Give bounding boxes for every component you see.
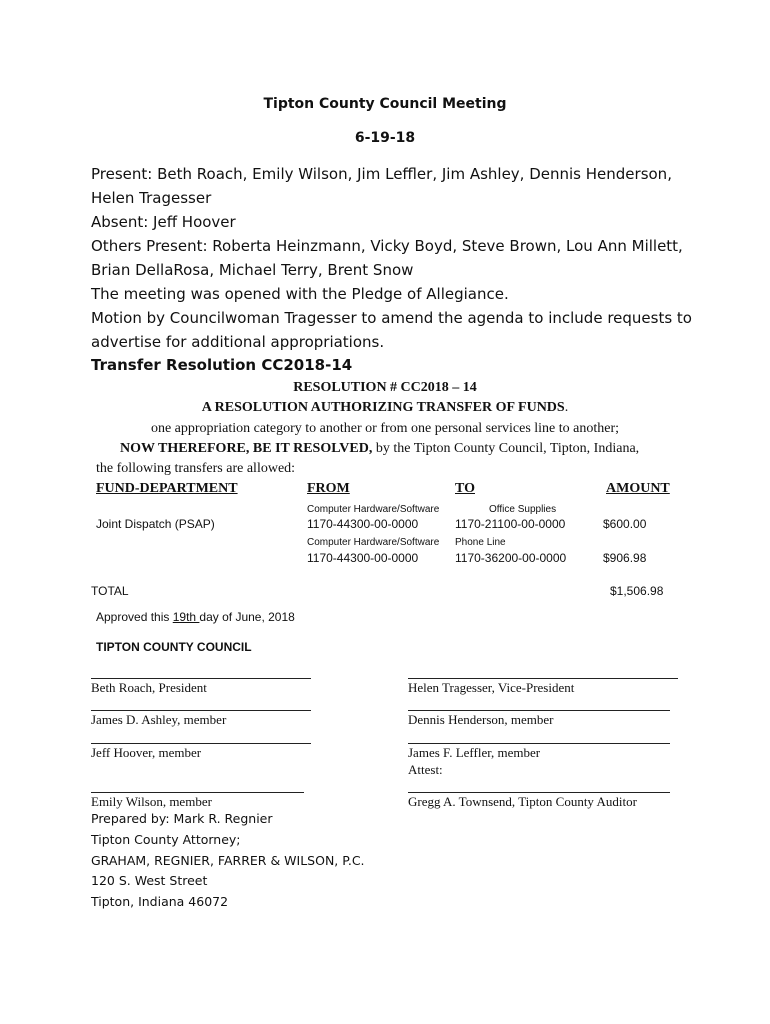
signature-line xyxy=(408,743,670,744)
prepared-firm: GRAHAM, REGNIER, FARRER & WILSON, P.C. xyxy=(91,853,365,868)
resolution-intro: one appropriation category to another or from one personal services line to another; xyxy=(150,421,620,436)
meeting-title: Tipton County Council Meeting xyxy=(263,96,507,112)
prepared-city: Tipton, Indiana 46072 xyxy=(91,894,229,909)
attest-label: Attest: xyxy=(408,762,443,777)
resolution-number: RESOLUTION # CC2018 – 14 xyxy=(293,380,477,395)
row1-to-acct: 1170-21100-00-0000 xyxy=(455,517,566,531)
prepared-by: Prepared by: Mark R. Regnier xyxy=(91,811,273,826)
row2-from-desc: Computer Hardware/Software xyxy=(307,537,440,548)
row1-from-acct: 1170-44300-00-0000 xyxy=(307,517,419,531)
present-line-2: Helen Tragesser xyxy=(91,189,212,207)
resolution-title xyxy=(0,400,770,416)
row1-from-desc: Computer Hardware/Software xyxy=(307,504,440,515)
signature-line xyxy=(408,678,678,679)
signature-name-dennis-henderson: Dennis Henderson, member xyxy=(408,712,554,727)
total-label: TOTAL xyxy=(91,584,129,598)
approved-suffix: day of June, 2018 xyxy=(199,610,295,624)
col-from: FROM xyxy=(307,481,350,496)
signature-name-helen-tragesser: Helen Tragesser, Vice-President xyxy=(408,680,575,695)
signature-name-jeff-hoover: Jeff Hoover, member xyxy=(91,745,202,760)
others-line-1: Others Present: Roberta Heinzmann, Vicky Boyd, Steve Brown, Lou Ann Millett, xyxy=(91,237,683,255)
signature-line xyxy=(408,710,670,711)
resolved-bold: NOW THEREFORE, BE IT RESOLVED, xyxy=(120,441,373,456)
row1-to-desc: Office Supplies xyxy=(489,504,557,515)
resolved-rest: by the Tipton County Council, Tipton, Indiana, xyxy=(372,441,640,456)
pledge-line: The meeting was opened with the Pledge of Allegiance. xyxy=(91,285,509,303)
signature-line xyxy=(91,792,304,793)
motion-line-1: Motion by Councilwoman Tragesser to amend the agenda to include requests to xyxy=(91,309,692,327)
signature-line xyxy=(91,678,311,679)
approved-prefix: Approved this xyxy=(96,610,173,624)
signature-name-james-leffler: James F. Leffler, member xyxy=(408,745,541,760)
col-to: TO xyxy=(455,481,475,496)
col-amount: AMOUNT xyxy=(606,481,670,496)
signature-line xyxy=(91,743,311,744)
col-fund-department: FUND-DEPARTMENT xyxy=(96,481,238,496)
prepared-title: Tipton County Attorney; xyxy=(91,832,241,847)
signature-name-beth-roach: Beth Roach, President xyxy=(91,680,207,695)
signature-name-emily-wilson: Emily Wilson, member xyxy=(91,794,212,809)
total-value: $1,506.98 xyxy=(610,584,664,598)
approved-day: 19th xyxy=(172,610,200,624)
transfer-heading: Transfer Resolution CC2018-14 xyxy=(91,356,353,374)
row2-to-acct: 1170-36200-00-0000 xyxy=(455,551,567,565)
approved-line xyxy=(96,610,295,624)
prepared-street: 120 S. West Street xyxy=(91,873,208,888)
transfers-allowed: the following transfers are allowed: xyxy=(96,461,296,476)
resolved-line xyxy=(120,441,639,457)
signature-name-james-ashley: James D. Ashley, member xyxy=(91,712,227,727)
signature-line xyxy=(408,792,670,793)
absent-line: Absent: Jeff Hoover xyxy=(91,213,236,231)
resolution-title-text: A RESOLUTION AUTHORIZING TRANSFER OF FUNDS xyxy=(201,400,565,415)
row2-from-acct: 1170-44300-00-0000 xyxy=(307,551,419,565)
resolution-title-period: . xyxy=(564,400,569,415)
others-line-2: Brian DellaRosa, Michael Terry, Brent Snow xyxy=(91,261,414,279)
present-line-1: Present: Beth Roach, Emily Wilson, Jim Leffler, Jim Ashley, Dennis Henderson, xyxy=(91,165,672,183)
motion-line-2: advertise for additional appropriations. xyxy=(91,333,385,351)
council-heading: TIPTON COUNTY COUNCIL xyxy=(96,640,252,654)
row1-fund: Joint Dispatch (PSAP) xyxy=(96,517,215,531)
signature-name-gregg-townsend: Gregg A. Townsend, Tipton County Auditor xyxy=(408,794,637,809)
row2-to-desc: Phone Line xyxy=(455,537,506,548)
meeting-date: 6-19-18 xyxy=(354,130,416,146)
signature-line xyxy=(91,710,311,711)
row2-amount: $906.98 xyxy=(603,551,647,565)
row1-amount: $600.00 xyxy=(603,517,647,531)
